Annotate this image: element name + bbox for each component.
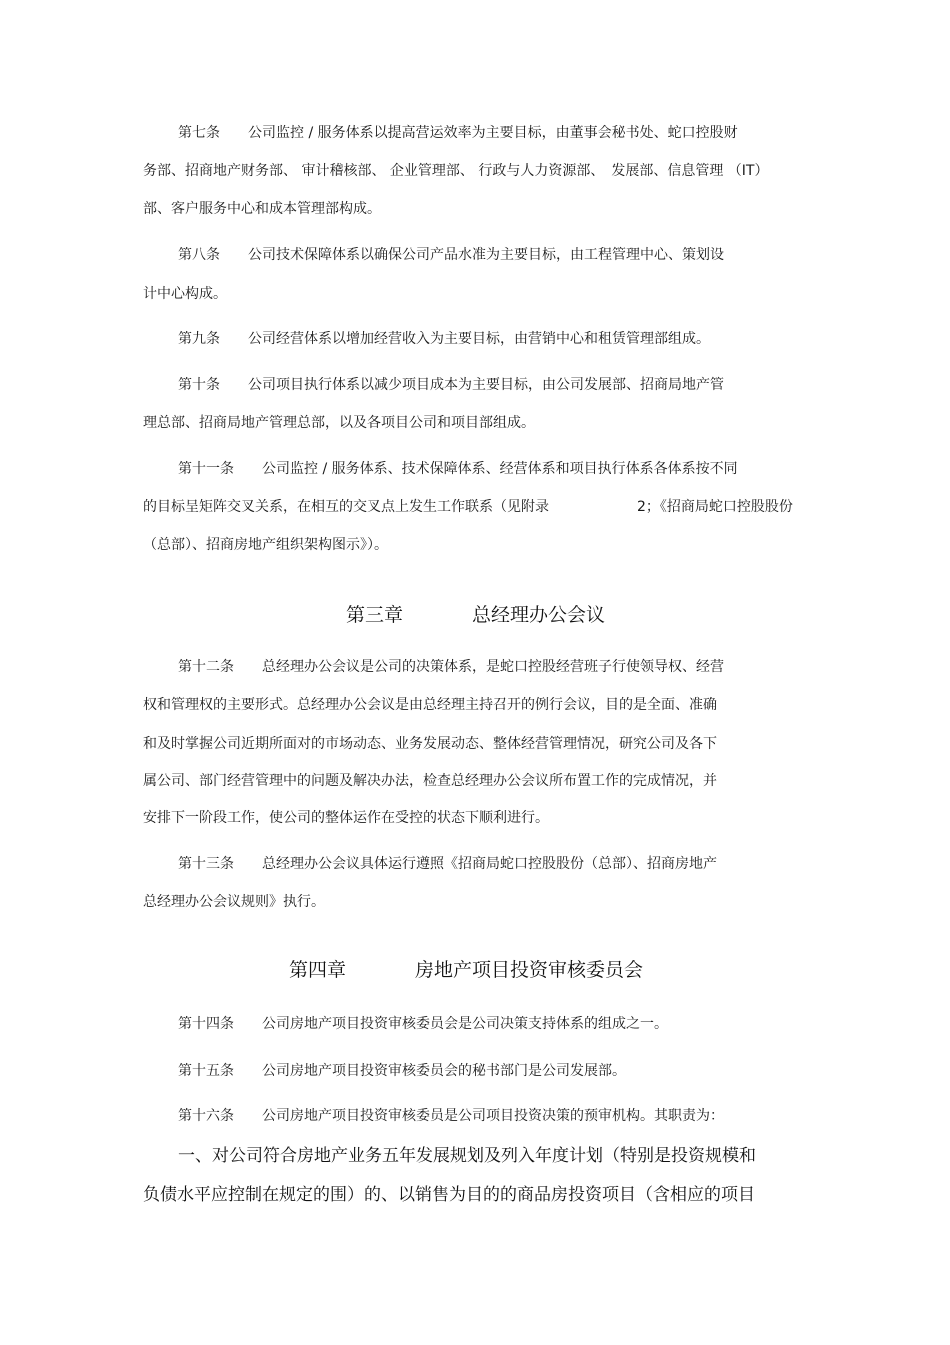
article-10-line-2: 理总部、招商局地产管理总部，以及各项目公司和项目部组成。 <box>143 415 535 431</box>
article-16-line-1: 第十六条 公司房地产项目投资审核委员是公司项目投资决策的预审机构。其职责为： <box>178 1108 724 1124</box>
article-14-line-1: 第十四条 公司房地产项目投资审核委员会是公司决策支持体系的组成之一。 <box>178 1016 668 1032</box>
article-9-line-1: 第九条 公司经营体系以增加经营收入为主要目标，由营销中心和租赁管理部组成。 <box>178 331 710 347</box>
chapter-3-title: 总经理办公会议 <box>472 604 606 626</box>
article-12-line-5: 安排下一阶段工作，使公司的整体运作在受控的状态下顺利进行。 <box>143 810 549 826</box>
chapter-4-number: 第四章 <box>289 959 347 981</box>
article-7-line-2: 务部、招商地产财务部、 审计稽核部、 企业管理部、 行政与人力资源部、 发展部、信息管理 （IT） <box>143 163 769 179</box>
article-11-line-3: （总部）、招商房地产组织架构图示》）。 <box>143 537 388 553</box>
article-11-line-2b: 2；《招商局蛇口控股股份 <box>637 499 793 515</box>
item-1-line-2: 负债水平应控制在规定的围）的、以销售为目的的商品房投资项目（含相应的项目 <box>143 1185 755 1205</box>
article-12-line-3: 和及时掌握公司近期所面对的市场动态、业务发展动态、整体经营管理情况，研究公司及各下 <box>143 736 717 752</box>
article-12-line-1: 第十二条 总经理办公会议是公司的决策体系，是蛇口控股经营班子行使领导权、经营 <box>178 659 724 675</box>
article-13-line-2: 总经理办公会议规则》执行。 <box>143 894 325 910</box>
article-11-line-2a: 的目标呈矩阵交叉关系，在相互的交叉点上发生工作联系（见附录 <box>143 499 549 515</box>
article-11-line-1: 第十一条 公司监控 / 服务体系、技术保障体系、经营体系和项目执行体系各体系按不同 <box>178 461 738 477</box>
chapter-3-number: 第三章 <box>346 604 404 626</box>
article-7-line-3: 部、客户服务中心和成本管理部构成。 <box>143 201 381 217</box>
article-8-line-1: 第八条 公司技术保障体系以确保公司产品水准为主要目标，由工程管理中心、策划设 <box>178 247 724 263</box>
article-10-line-1: 第十条 公司项目执行体系以减少项目成本为主要目标，由公司发展部、招商局地产管 <box>178 377 724 393</box>
item-1-line-1: 一、对公司符合房地产业务五年发展规划及列入年度计划（特别是投资规模和 <box>178 1146 756 1166</box>
article-7-line-1: 第七条 公司监控 / 服务体系以提高营运效率为主要目标，由董事会秘书处、蛇口控股财 <box>178 125 738 141</box>
article-8-line-2: 计中心构成。 <box>143 286 227 302</box>
article-12-line-4: 属公司、部门经营管理中的问题及解决办法，检查总经理办公会议所布置工作的完成情况，并 <box>143 773 717 789</box>
article-15-line-1: 第十五条 公司房地产项目投资审核委员会的秘书部门是公司发展部。 <box>178 1063 626 1079</box>
article-12-line-2: 权和管理权的主要形式。总经理办公会议是由总经理主持召开的例行会议，目的是全面、准确 <box>143 697 717 713</box>
article-13-line-1: 第十三条 总经理办公会议具体运行遵照《招商局蛇口控股股份（总部）、招商房地产 <box>178 856 717 872</box>
chapter-4-title: 房地产项目投资审核委员会 <box>415 959 644 981</box>
